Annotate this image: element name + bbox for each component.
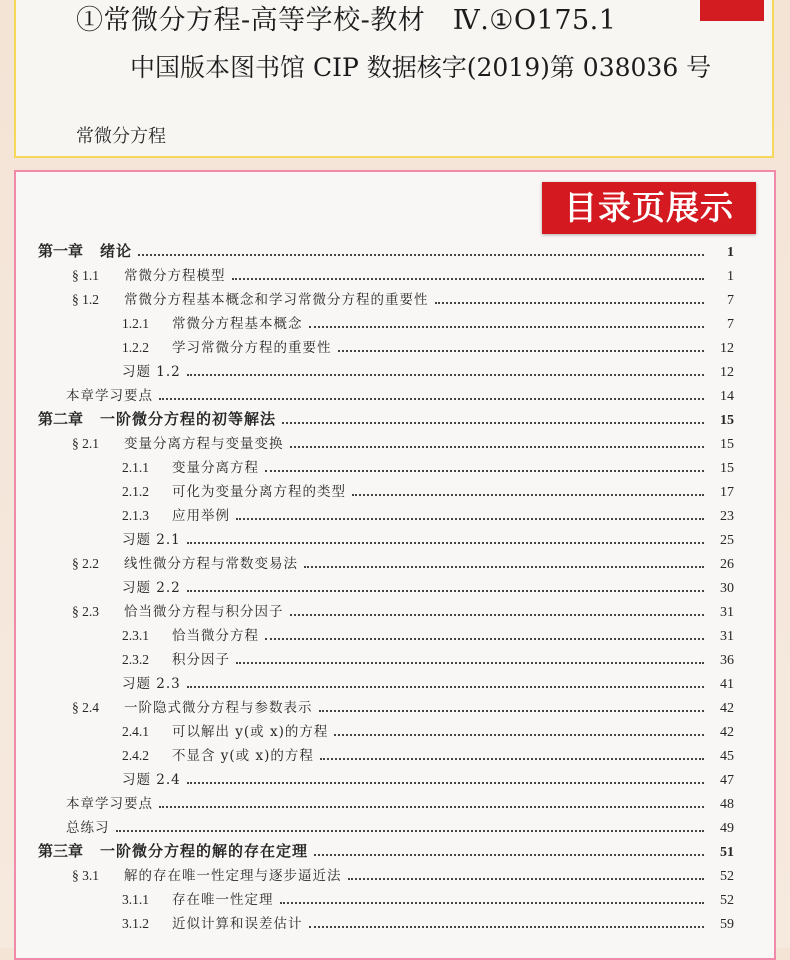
entry-number: 2.1.2 — [122, 484, 149, 499]
toc-entry-ex — [16, 768, 774, 792]
entry-page: 7 — [727, 317, 734, 332]
entry-title: 线性微分方程与常数变易法 — [124, 556, 298, 572]
entry-title: 习题 2.3 — [122, 676, 181, 692]
entry-page: 15 — [720, 461, 734, 476]
toc-entry-section — [16, 600, 774, 624]
entry-page: 17 — [720, 485, 734, 500]
toc-entry-summary — [16, 792, 774, 816]
entry-number: 2.1.3 — [122, 508, 149, 523]
entry-page: 26 — [720, 557, 734, 572]
dot-leader — [319, 710, 705, 712]
entry-page: 45 — [720, 749, 734, 764]
dot-leader — [236, 518, 704, 520]
entry-page: 14 — [720, 389, 734, 404]
entry-title: 本章学习要点 — [66, 796, 153, 812]
entry-page: 12 — [720, 341, 734, 356]
dot-leader — [159, 398, 704, 400]
toc-panel — [14, 170, 776, 960]
dot-leader — [290, 614, 705, 616]
dot-leader — [187, 686, 704, 688]
entry-page: 59 — [720, 917, 734, 932]
entry-title: 近似计算和误差估计 — [172, 916, 303, 932]
entry-title: 习题 2.4 — [122, 772, 181, 788]
entry-title: 变量分离方程与变量变换 — [124, 436, 284, 452]
dot-leader — [334, 734, 704, 736]
toc-entry-sub — [16, 624, 774, 648]
toc-entry-chapter — [16, 240, 774, 264]
dot-leader — [187, 590, 704, 592]
entry-title: 解的存在唯一性定理与逐步逼近法 — [124, 868, 342, 884]
entry-page: 1 — [727, 245, 734, 260]
entry-page: 42 — [720, 725, 734, 740]
toc-entry-sub — [16, 744, 774, 768]
entry-number: § 2.1 — [72, 436, 99, 451]
entry-title: 积分因子 — [172, 652, 230, 668]
toc-entry-sub — [16, 456, 774, 480]
entry-page: 31 — [720, 605, 734, 620]
entry-number: 2.3.1 — [122, 628, 149, 643]
entry-title: 应用举例 — [172, 508, 230, 524]
toc-entry-sub — [16, 720, 774, 744]
entry-number: 1.2.2 — [122, 340, 149, 355]
entry-page: 15 — [720, 413, 734, 428]
dot-leader — [290, 446, 705, 448]
toc-showcase-badge: 目录页展示 — [542, 182, 756, 234]
entry-page: 1 — [727, 269, 734, 284]
entry-page: 49 — [720, 821, 734, 836]
toc-entry-summary — [16, 816, 774, 840]
entry-title: 绪论 — [100, 242, 133, 260]
dot-leader — [280, 902, 705, 904]
dot-leader — [338, 350, 705, 352]
dot-leader — [159, 806, 704, 808]
toc-entry-section — [16, 264, 774, 288]
entry-title: 习题 1.2 — [122, 364, 181, 380]
toc-entry-section — [16, 432, 774, 456]
entry-number: § 2.2 — [72, 556, 99, 571]
entry-title: 一阶微分方程的解的存在定理 — [100, 842, 309, 860]
dot-leader — [348, 878, 705, 880]
entry-title: 恰当微分方程 — [172, 628, 259, 644]
toc-entry-sub — [16, 648, 774, 672]
entry-title: 习题 2.1 — [122, 532, 181, 548]
toc-entry-section — [16, 552, 774, 576]
cip-classification: ①常微分方程-高等学校-教材 Ⅳ.①O175.1 — [76, 5, 617, 36]
entry-page: 7 — [727, 293, 734, 308]
toc-entry-section — [16, 288, 774, 312]
entry-number: § 2.4 — [72, 700, 99, 715]
entry-title: 常微分方程基本概念 — [172, 316, 303, 332]
toc-entry-section — [16, 696, 774, 720]
entry-page: 48 — [720, 797, 734, 812]
entry-number: § 3.1 — [72, 868, 99, 883]
entry-page: 31 — [720, 629, 734, 644]
dot-leader — [265, 470, 704, 472]
entry-title: 存在唯一性定理 — [172, 892, 274, 908]
toc-list — [16, 240, 774, 936]
entry-page: 15 — [720, 437, 734, 452]
dot-leader — [236, 662, 704, 664]
toc-entry-sub — [16, 336, 774, 360]
entry-title: 变量分离方程 — [172, 460, 259, 476]
toc-entry-ex — [16, 576, 774, 600]
entry-number: 2.4.2 — [122, 748, 149, 763]
dot-leader — [309, 326, 705, 328]
toc-entry-ex — [16, 672, 774, 696]
entry-number: 3.1.2 — [122, 916, 149, 931]
entry-page: 23 — [720, 509, 734, 524]
entry-title: 本章学习要点 — [66, 388, 153, 404]
entry-page: 52 — [720, 893, 734, 908]
dot-leader — [187, 782, 704, 784]
toc-entry-section — [16, 864, 774, 888]
entry-title: 一阶微分方程的初等解法 — [100, 410, 277, 428]
entry-number: 第一章 — [38, 242, 84, 260]
entry-title: 一阶隐式微分方程与参数表示 — [124, 700, 313, 716]
entry-page: 12 — [720, 365, 734, 380]
entry-title: 可以解出 y(或 x)的方程 — [172, 724, 329, 740]
entry-page: 36 — [720, 653, 734, 668]
dot-leader — [265, 638, 704, 640]
dot-leader — [187, 374, 704, 376]
entry-number: § 2.3 — [72, 604, 99, 619]
entry-number: 2.1.1 — [122, 460, 149, 475]
toc-entry-summary — [16, 384, 774, 408]
entry-page: 30 — [720, 581, 734, 596]
entry-title: 常微分方程模型 — [124, 268, 226, 284]
dot-leader — [435, 302, 705, 304]
entry-title: 不显含 y(或 x)的方程 — [172, 748, 314, 764]
entry-number: § 1.2 — [72, 292, 99, 307]
cip-record-number: 中国版本图书馆 CIP 数据核字(2019)第 038036 号 — [130, 53, 712, 82]
entry-title: 总练习 — [66, 820, 110, 836]
entry-page: 42 — [720, 701, 734, 716]
entry-page: 25 — [720, 533, 734, 548]
toc-entry-sub — [16, 912, 774, 936]
entry-title: 常微分方程基本概念和学习常微分方程的重要性 — [124, 292, 429, 308]
entry-page: 41 — [720, 677, 734, 692]
entry-number: 1.2.1 — [122, 316, 149, 331]
dot-leader — [304, 566, 704, 568]
toc-entry-sub — [16, 312, 774, 336]
toc-entry-sub — [16, 888, 774, 912]
toc-entry-chapter — [16, 840, 774, 864]
dot-leader — [352, 494, 704, 496]
entry-number: 第三章 — [38, 842, 84, 860]
toc-entry-ex — [16, 360, 774, 384]
dot-leader — [116, 830, 705, 832]
entry-number: 第二章 — [38, 410, 84, 428]
entry-page: 52 — [720, 869, 734, 884]
entry-number: 2.3.2 — [122, 652, 149, 667]
entry-page: 47 — [720, 773, 734, 788]
entry-page: 51 — [720, 845, 734, 860]
dot-leader — [314, 854, 704, 856]
entry-title: 可化为变量分离方程的类型 — [172, 484, 346, 500]
dot-leader — [309, 926, 705, 928]
toc-entry-chapter — [16, 408, 774, 432]
dot-leader — [282, 422, 704, 424]
toc-entry-ex — [16, 528, 774, 552]
dot-leader — [187, 542, 704, 544]
dot-leader — [138, 254, 704, 256]
dot-leader — [232, 278, 705, 280]
toc-entry-sub — [16, 480, 774, 504]
entry-number: § 1.1 — [72, 268, 99, 283]
dot-leader — [320, 758, 704, 760]
red-label-tab — [700, 0, 764, 21]
cip-book-title: 常微分方程 — [76, 126, 166, 147]
entry-title: 习题 2.2 — [122, 580, 181, 596]
entry-number: 2.4.1 — [122, 724, 149, 739]
cip-panel — [14, 0, 774, 158]
entry-number: 3.1.1 — [122, 892, 149, 907]
entry-title: 恰当微分方程与积分因子 — [124, 604, 284, 620]
toc-entry-sub — [16, 504, 774, 528]
entry-title: 学习常微分方程的重要性 — [172, 340, 332, 356]
